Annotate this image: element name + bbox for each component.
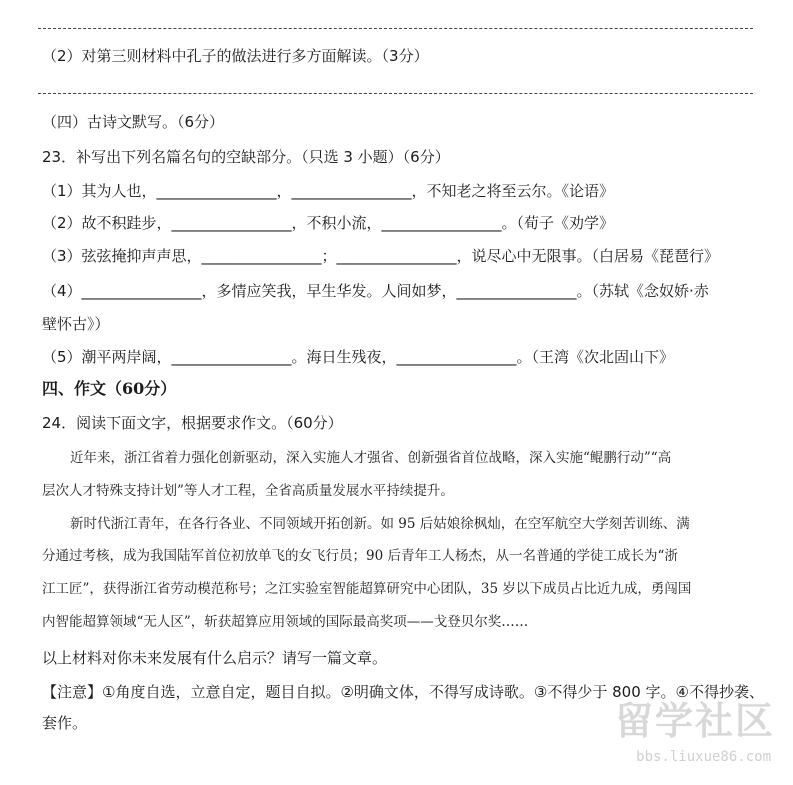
quote-line-4: 分通过考核，成为我国陆军首位初放单飞的女飞行员；90 后青年工人杨杰，从一名普通的学徒工成长为“浙 [42,548,678,564]
question-24-title: 24．阅读下面文字，根据要求作文。（60分） [42,414,343,432]
q23-item-3: （3）弦弦掩抑声声思，________________；________________，说尽心中无限事。（白居易《琵琶行》 [42,247,720,265]
quote-line-2: 层次人才特殊支持计划”等人才工程，全省高质量发展水平持续提升。 [42,483,454,499]
quote-line-1: 近年来，浙江省着力强化创新驱动，深入实施人才强省、创新强省首位战略，深入实施“鲲鹏行动”“高 [70,450,672,466]
answer-line-top [38,28,753,29]
answer-line [38,93,753,94]
q23-item-4-cont: 壁怀古》） [42,315,110,333]
note-line-2: 套作。 [42,714,88,732]
quote-line-3: 新时代浙江青年，在各行各业、不同领域开拓创新。如 95 后姑娘徐枫灿，在空军航空大学刻苦训练、满 [70,516,690,532]
q23-item-5: （5）潮平两岸阔，________________。海日生残夜，________________。（王湾《次北固山下》 [42,348,675,366]
essay-heading: 四、作文（60分） [42,379,177,398]
watermark-logo: 留学社区 [614,699,775,743]
essay-prompt: 以上材料对你未来发展有什么启示？请写一篇文章。 [42,649,388,667]
quote-line-6: 内智能超算领域“无人区”，斩获超算应用领域的国际最高奖项——戈登贝尔奖…… [42,614,529,630]
question-2: （2）对第三则材料中孔子的做法进行多方面解读。（3分） [42,47,429,65]
question-23-title: 23．补写出下列名篇名句的空缺部分。（只选 3 小题）（6分） [42,148,450,166]
q23-item-4: （4）________________，多情应笑我，早生华发。人间如梦，________________。（苏轼《念奴娇·赤 [42,282,709,300]
quote-line-5: 江工匠”，获得浙江省劳动模范称号；之江实验室智能超算研究中心团队，35 岁以下成员占比近九成，勇闯国 [42,581,692,597]
note-line-1: 【注意】①角度自选，立意自定，题目自拟。②明确文体，不得写成诗歌。③不得少于 800 字。④不得抄袭、 [42,683,764,701]
section-4-label: （四）古诗文默写。（6分） [42,113,225,131]
q23-item-2: （2）故不积跬步，________________，不积小流，________________。（荀子《劝学》 [42,214,615,232]
q23-item-1: （1）其为人也，________________，________________，不知老之将至云尔。《论语》 [42,182,615,200]
watermark-url: bbs.liuxue86.com [636,749,771,765]
